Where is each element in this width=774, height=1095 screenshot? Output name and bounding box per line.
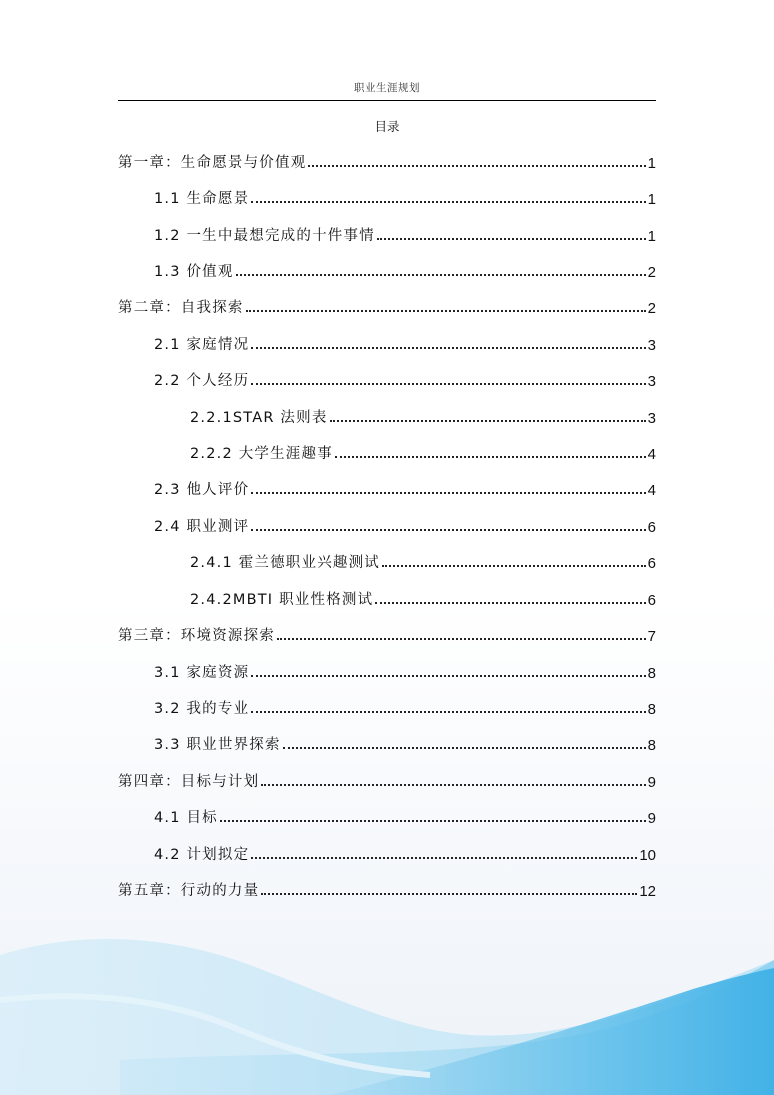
toc-dot-leader: [251, 529, 645, 531]
toc-dot-leader: [251, 492, 645, 494]
toc-dot-leader: [382, 565, 646, 567]
toc-entry[interactable]: [118, 876, 656, 900]
toc-entry-label: 1.1 生命愿景: [154, 191, 250, 207]
toc-page-number: 2: [647, 264, 656, 281]
toc-entry[interactable]: [154, 512, 656, 536]
toc-page-number: 8: [647, 665, 656, 682]
toc-entry[interactable]: [154, 184, 656, 208]
toc-entry-label: 3.2 我的专业: [154, 701, 250, 717]
toc-page-number: 4: [647, 446, 656, 463]
toc-dot-leader: [375, 602, 645, 604]
toc-entry[interactable]: [154, 658, 656, 682]
toc-dot-leader: [261, 893, 637, 895]
toc-entry[interactable]: [154, 694, 656, 718]
toc-entry-label: 2.2.2 大学生涯趣事: [190, 446, 333, 462]
toc-page-number: 6: [647, 555, 656, 572]
toc-entry-label: 第一章：生命愿景与价值观: [118, 155, 307, 171]
toc-dot-leader: [236, 274, 646, 276]
toc-page-number: 4: [647, 482, 656, 499]
toc-page-number: 6: [647, 592, 656, 609]
toc-entry-label: 2.4 职业测评: [154, 519, 250, 535]
toc-page-number: 1: [647, 191, 656, 208]
toc-entry[interactable]: [118, 293, 656, 317]
toc-dot-leader: [283, 747, 646, 749]
toc-page-number: 9: [647, 810, 656, 827]
toc-entry[interactable]: [154, 366, 656, 390]
toc-entry[interactable]: [190, 585, 656, 609]
toc-page-number: 6: [647, 519, 656, 536]
toc-page-number: 8: [647, 737, 656, 754]
toc-entry[interactable]: [154, 221, 656, 245]
header-divider: [118, 100, 656, 101]
toc-entry-label: 4.2 计划拟定: [154, 847, 250, 863]
toc-dot-leader: [251, 347, 645, 349]
toc-dot-leader: [308, 165, 645, 167]
toc-page-number: 1: [647, 155, 656, 172]
toc-entry-label: 第二章：自我探索: [118, 300, 244, 316]
toc-entry-label: 1.2 一生中最想完成的十件事情: [154, 228, 375, 244]
toc-page-number: 12: [639, 883, 656, 900]
toc-dot-leader: [251, 675, 645, 677]
toc-dot-leader: [251, 711, 645, 713]
toc-page-number: 3: [647, 410, 656, 427]
toc-entry-label: 2.2 个人经历: [154, 373, 250, 389]
toc-dot-leader: [377, 238, 646, 240]
toc-dot-leader: [246, 310, 646, 312]
toc-page-number: 3: [647, 337, 656, 354]
toc-dot-leader: [335, 456, 646, 458]
toc-entry-label: 2.4.2MBTI 职业性格测试: [190, 592, 374, 608]
page-header-title: 职业生涯规划: [354, 82, 420, 94]
toc-entry[interactable]: [190, 403, 656, 427]
toc-dot-leader: [220, 820, 646, 822]
toc-entry[interactable]: [154, 475, 656, 499]
toc-page-number: 8: [647, 701, 656, 718]
toc-entry-label: 2.2.1STAR 法则表: [190, 410, 328, 426]
toc-entry[interactable]: [154, 330, 656, 354]
toc-page-number: 3: [647, 373, 656, 390]
toc-entry-label: 2.1 家庭情况: [154, 337, 250, 353]
toc-entry[interactable]: [190, 548, 656, 572]
toc-page-number: 10: [639, 847, 656, 864]
toc-entry[interactable]: [118, 767, 656, 791]
toc-entry-label: 3.3 职业世界探索: [154, 737, 281, 753]
toc-dot-leader: [251, 857, 637, 859]
toc-entry[interactable]: [118, 148, 656, 172]
toc-entry-label: 2.4.1 霍兰德职业兴趣测试: [190, 555, 381, 571]
toc-entry[interactable]: [154, 257, 656, 281]
toc-entry-label: 第五章：行动的力量: [118, 883, 260, 899]
toc-page-number: 1: [647, 228, 656, 245]
toc-title: 目录: [374, 119, 400, 134]
toc-entry[interactable]: [154, 730, 656, 754]
toc-dot-leader: [330, 420, 646, 422]
toc-entry[interactable]: [118, 621, 656, 645]
toc-dot-leader: [251, 383, 645, 385]
toc-entry-label: 第四章：目标与计划: [118, 774, 260, 790]
toc-entry-label: 第三章：环境资源探索: [118, 628, 275, 644]
toc-entry-label: 2.3 他人评价: [154, 482, 250, 498]
toc-entry[interactable]: [154, 803, 656, 827]
toc-page-number: 9: [647, 774, 656, 791]
toc-dot-leader: [251, 201, 645, 203]
toc-entry-label: 3.1 家庭资源: [154, 665, 250, 681]
toc-dot-leader: [261, 784, 645, 786]
toc-dot-leader: [277, 638, 646, 640]
toc-page-number: 2: [647, 300, 656, 317]
toc-entry-label: 4.1 目标: [154, 810, 218, 826]
toc-entry-label: 1.3 价值观: [154, 264, 234, 280]
toc-entry[interactable]: [154, 840, 656, 864]
toc-entry[interactable]: [190, 439, 656, 463]
toc-page-number: 7: [647, 628, 656, 645]
